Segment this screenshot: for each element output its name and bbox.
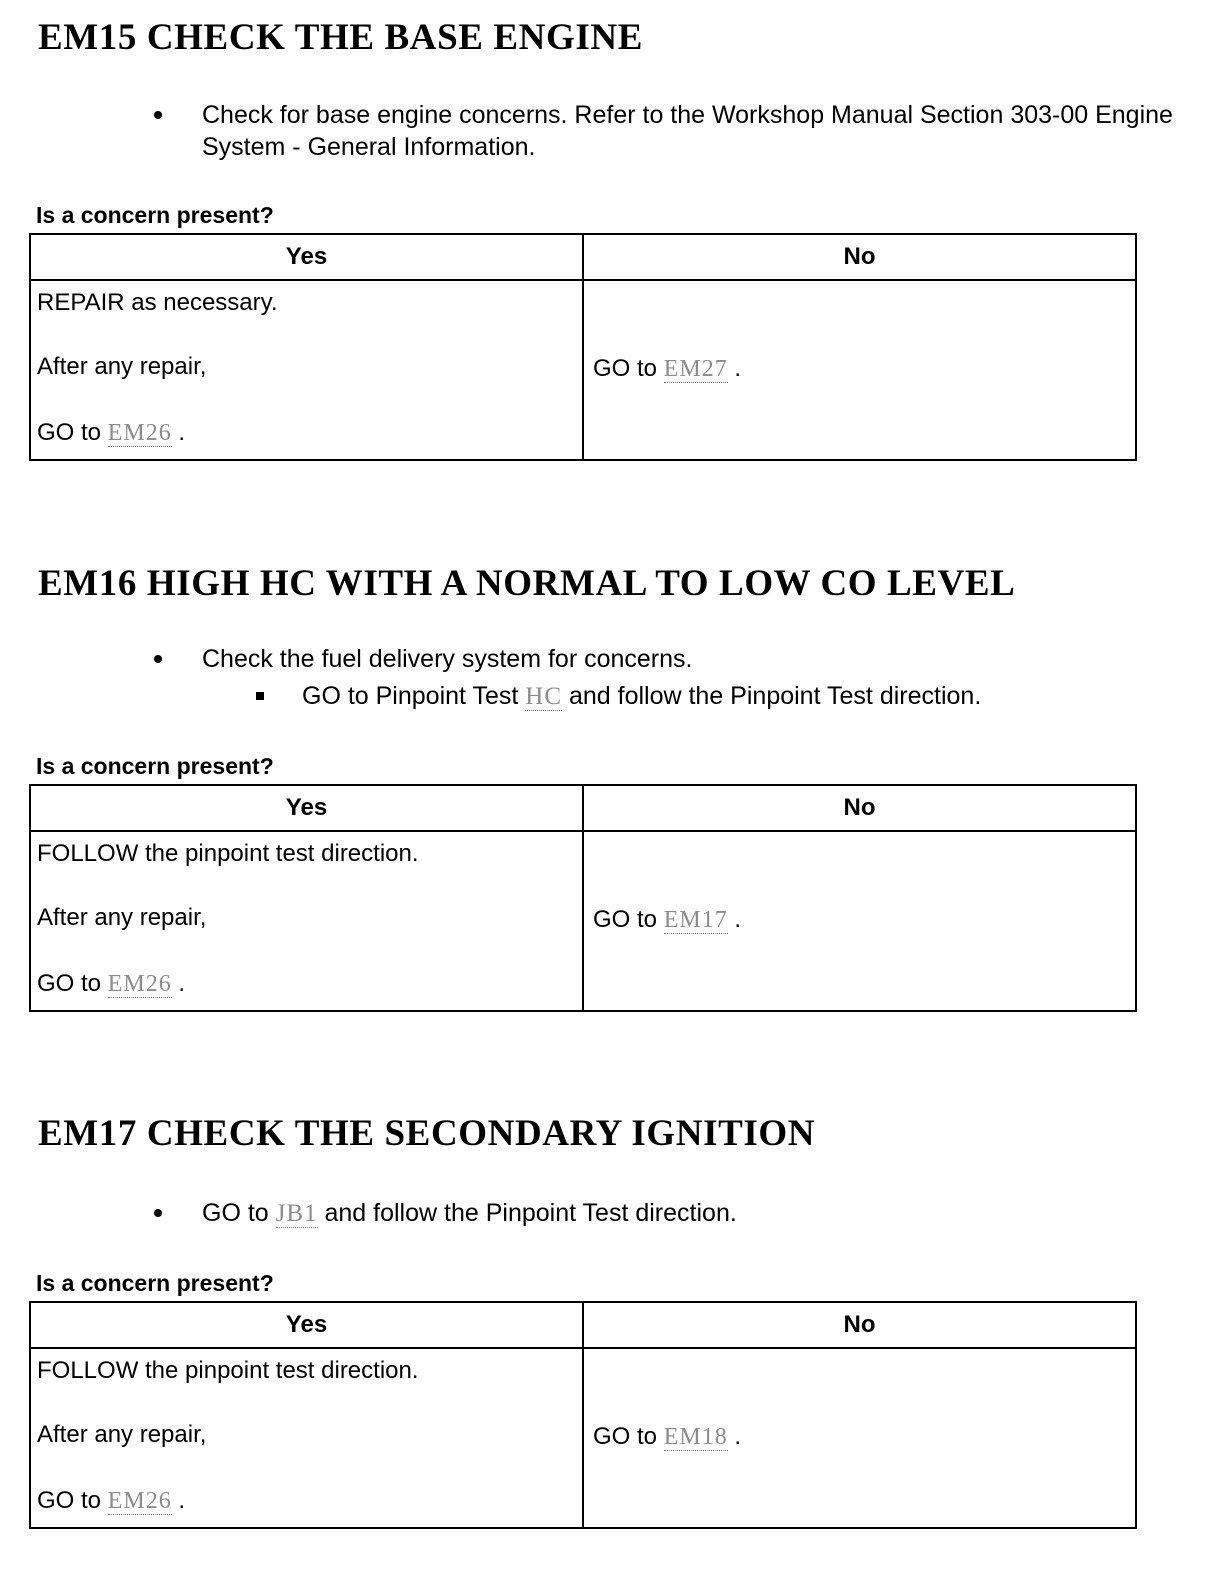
decision-table: [29, 1301, 1137, 1529]
yes-header: Yes: [30, 785, 583, 831]
no-cell: [583, 1348, 1136, 1528]
section-title: EM16 HIGH HC WITH A NORMAL TO LOW CO LEVEL: [38, 563, 1016, 604]
no-goto: GO to EM27 .: [593, 355, 742, 382]
bullet-item: GO to JB1 and follow the Pinpoint Test direction.: [202, 1197, 1202, 1230]
yes-after-repair-text: After any repair,: [37, 904, 207, 931]
yes-header: Yes: [30, 1302, 583, 1348]
yes-goto: GO to EM26 .: [37, 1487, 186, 1514]
no-goto: GO to EM18 .: [593, 1423, 742, 1450]
yes-action-text: REPAIR as necessary.: [37, 289, 278, 316]
no-cell: [583, 280, 1136, 460]
link-hc[interactable]: HC: [525, 683, 563, 710]
yes-after-repair-text: After any repair,: [37, 1421, 207, 1448]
link-em26[interactable]: EM26: [107, 971, 172, 997]
no-header: No: [583, 234, 1136, 280]
no-goto: GO to EM17 .: [593, 906, 742, 933]
no-cell: [583, 831, 1136, 1011]
link-em27[interactable]: EM27: [663, 356, 728, 382]
no-header: No: [583, 1302, 1136, 1348]
decision-table: [29, 233, 1137, 461]
link-em26[interactable]: EM26: [107, 1488, 172, 1514]
link-jb1[interactable]: JB1: [275, 1200, 318, 1227]
question-label: Is a concern present?: [36, 202, 274, 228]
link-em17[interactable]: EM17: [663, 907, 728, 933]
no-header: No: [583, 785, 1136, 831]
yes-goto: GO to EM26 .: [37, 970, 186, 997]
question-label: Is a concern present?: [36, 753, 274, 779]
section-title: EM17 CHECK THE SECONDARY IGNITION: [38, 1113, 816, 1154]
yes-cell: [30, 280, 583, 460]
sub-bullet-item: GO to Pinpoint Test HC and follow the Pinpoint Test direction.: [302, 680, 981, 713]
link-em18[interactable]: EM18: [663, 1424, 728, 1450]
decision-table: [29, 784, 1137, 1012]
section-title: EM15 CHECK THE BASE ENGINE: [38, 17, 643, 58]
yes-cell: [30, 1348, 583, 1528]
question-label: Is a concern present?: [36, 1270, 274, 1296]
yes-after-repair-text: After any repair,: [37, 353, 207, 380]
yes-cell: [30, 831, 583, 1011]
bullet-item: Check the fuel delivery system for concerns.: [202, 643, 1202, 675]
yes-action-text: FOLLOW the pinpoint test direction.: [37, 1357, 419, 1384]
yes-action-text: FOLLOW the pinpoint test direction.: [37, 840, 419, 867]
yes-header: Yes: [30, 234, 583, 280]
link-em26[interactable]: EM26: [107, 420, 172, 446]
bullet-item: Check for base engine concerns. Refer to the Workshop Manual Section 303-00 Engine System - General Information.: [202, 99, 1202, 163]
yes-goto: GO to EM26 .: [37, 419, 186, 446]
